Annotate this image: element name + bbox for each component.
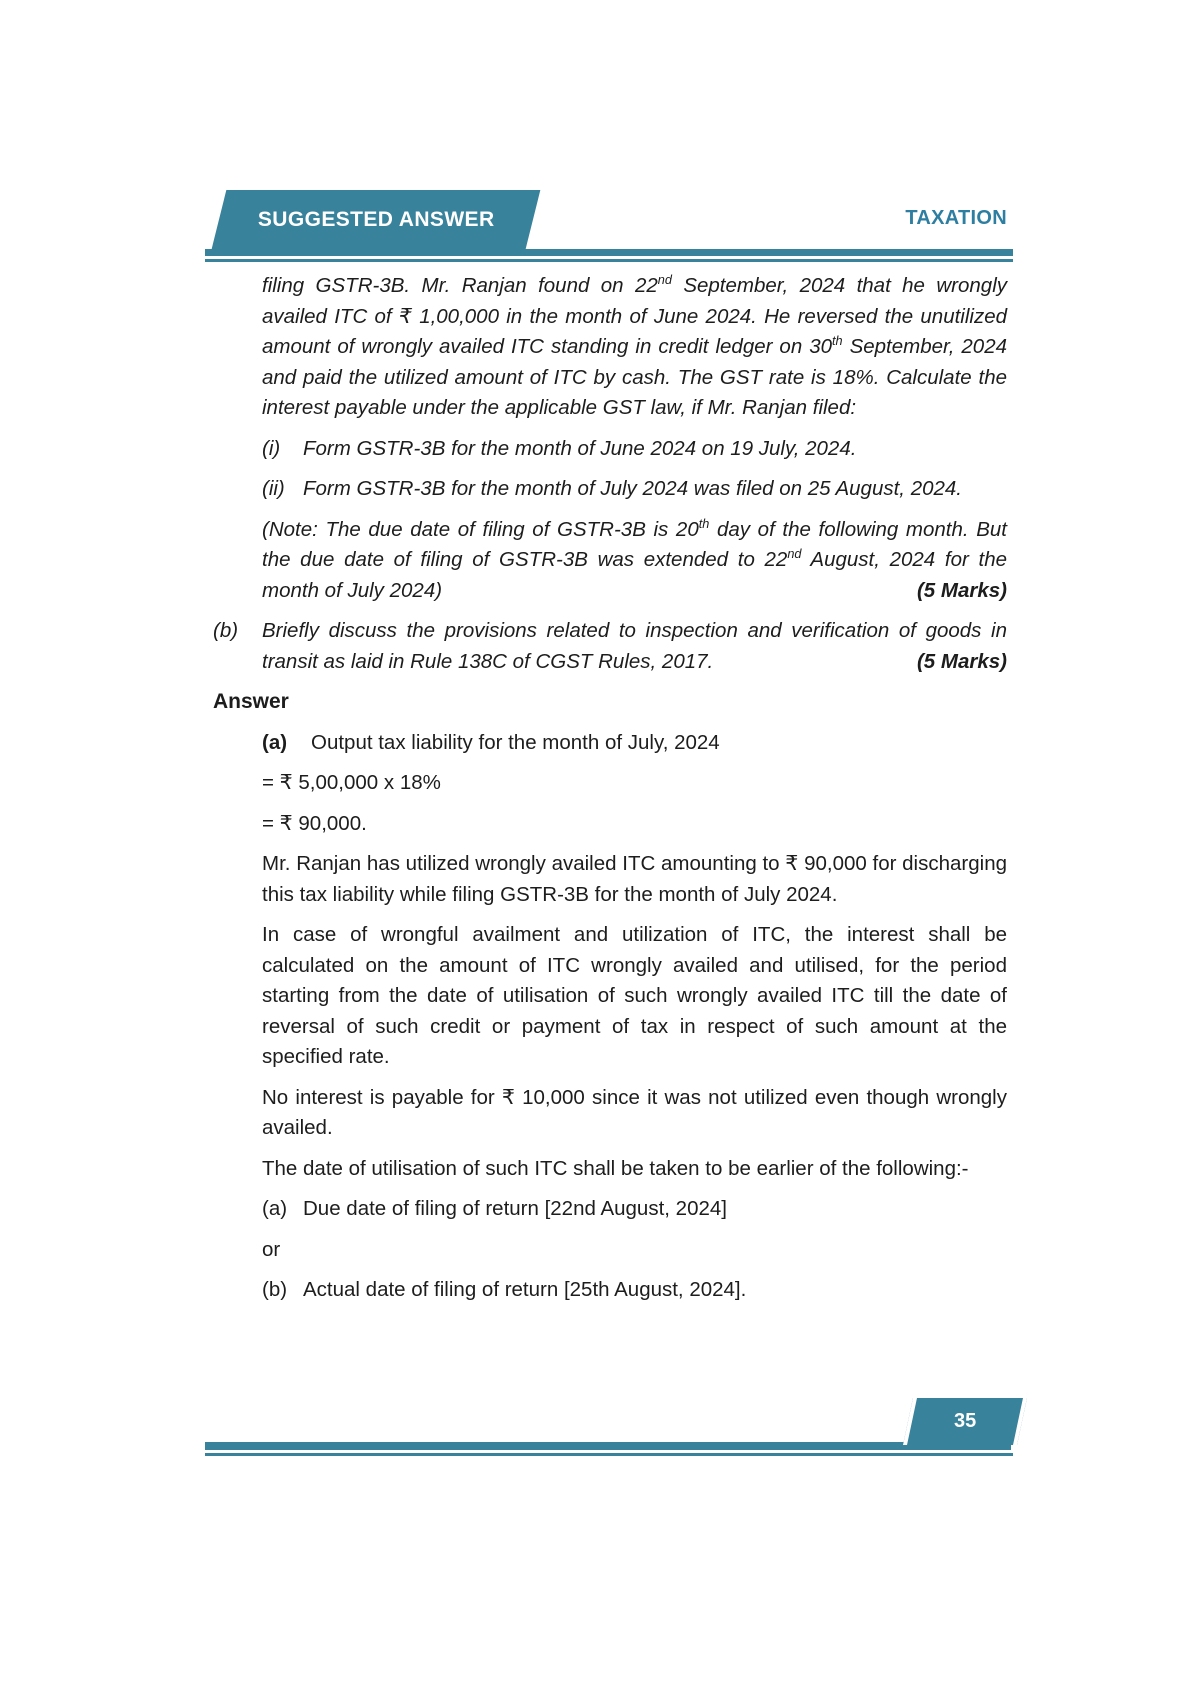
banner-label: SUGGESTED ANSWER <box>257 207 495 231</box>
answer-paragraph: Mr. Ranjan has utilized wrongly availed ITC amounting to ₹ 90,000 for discharging this tax liability while filing GSTR-3B for the month of July 2024. <box>262 852 1007 906</box>
question-item-i <box>262 434 1007 465</box>
answer-paragraph: The date of utilisation of such ITC shall be taken to be earlier of the following:- <box>262 1156 969 1180</box>
question-item-ii <box>262 474 1007 505</box>
header-rule-thin <box>205 259 1013 262</box>
suggested-answer-banner <box>212 190 541 249</box>
page-content <box>213 271 1007 1316</box>
question-note-paragraph <box>262 515 1007 607</box>
footer-rule-thick <box>205 1442 1011 1450</box>
or-separator: or <box>262 1237 281 1261</box>
question-section <box>262 271 1007 606</box>
ordinal-superscript: th <box>832 333 843 349</box>
answer-option-a <box>262 1194 1007 1225</box>
question-intro-paragraph <box>262 271 1007 424</box>
answer-part-a <box>262 728 1007 759</box>
page-number-tab <box>903 1398 1027 1445</box>
option-text: Due date of filing of return [22nd August, 2024] <box>303 1197 727 1220</box>
option-text: Actual date of filing of return [25th August, 2024]. <box>303 1278 747 1301</box>
question-intro-text: filing GSTR-3B. Mr. Ranjan found on 22 <box>262 274 658 297</box>
option-label: (b) <box>262 1278 288 1301</box>
question-intro-text: September, 2024 and paid the utilized amount of ITC by cash. The GST rate is 18%. Calculate the interest payable under the applicable GST law, if Mr. Ranjan filed: <box>262 335 1007 419</box>
note-text: (Note: The due date of filing of GSTR-3B is 20 <box>262 517 699 541</box>
answer-section <box>262 728 1007 1306</box>
answer-heading: Answer <box>213 690 289 713</box>
part-label: (b) <box>213 619 239 642</box>
question-part-b <box>213 616 1007 677</box>
header-rule-thick <box>205 249 1013 256</box>
ordinal-superscript: nd <box>787 546 802 562</box>
part-b-text: Briefly discuss the provisions related to inspection and verification of goods in transit as laid in Rule 138C of CGST Rules, 2017. <box>262 619 1007 673</box>
note-text: day of the following month. But the due date of filing of GSTR-3B was extended to 22 <box>262 517 1008 571</box>
ordinal-superscript: nd <box>657 272 672 288</box>
item-text: Form GSTR-3B for the month of June 2024 on 19 July, 2024. <box>303 436 857 460</box>
calc-line: = ₹ 90,000. <box>262 811 367 835</box>
note-text: August, 2024 for the month of July 2024) <box>262 548 1007 602</box>
answer-option-b <box>262 1275 1007 1306</box>
subject-title: TAXATION <box>905 207 1007 229</box>
marks-badge: (5 Marks) <box>916 578 1007 602</box>
item-label: (ii) <box>262 477 285 500</box>
ordinal-superscript: th <box>698 515 710 531</box>
option-label: (a) <box>262 1197 288 1220</box>
question-intro-text: September, 2024 that he wrongly availed ITC of ₹ 1,00,000 in the month of June 2024. He reversed the unutilized amount of wrongly availed ITC standing in credit ledger on 30 <box>262 274 1007 358</box>
answer-part-a-text: Output tax liability for the month of July, 2024 <box>311 730 720 754</box>
footer-rule-thin <box>205 1453 1013 1456</box>
page-number: 35 <box>953 1410 977 1432</box>
answer-paragraph: No interest is payable for ₹ 10,000 since it was not utilized even though wrongly availed. <box>262 1085 1007 1139</box>
calc-line: = ₹ 5,00,000 x 18% <box>262 771 441 794</box>
part-label: (a) <box>262 730 288 754</box>
item-label: (i) <box>262 436 281 460</box>
answer-paragraph: In case of wrongful availment and utilization of ITC, the interest shall be calculated on the amount of ITC wrongly availed and utilised, for the period starting from the date of utilisation of such wrongly availed ITC till the date of reversal of such credit or payment of tax in respect of such amount at the specified rate. <box>262 923 1007 1068</box>
item-text: Form GSTR-3B for the month of July 2024 was filed on 25 August, 2024. <box>303 477 962 500</box>
marks-badge: (5 Marks) <box>916 649 1007 673</box>
